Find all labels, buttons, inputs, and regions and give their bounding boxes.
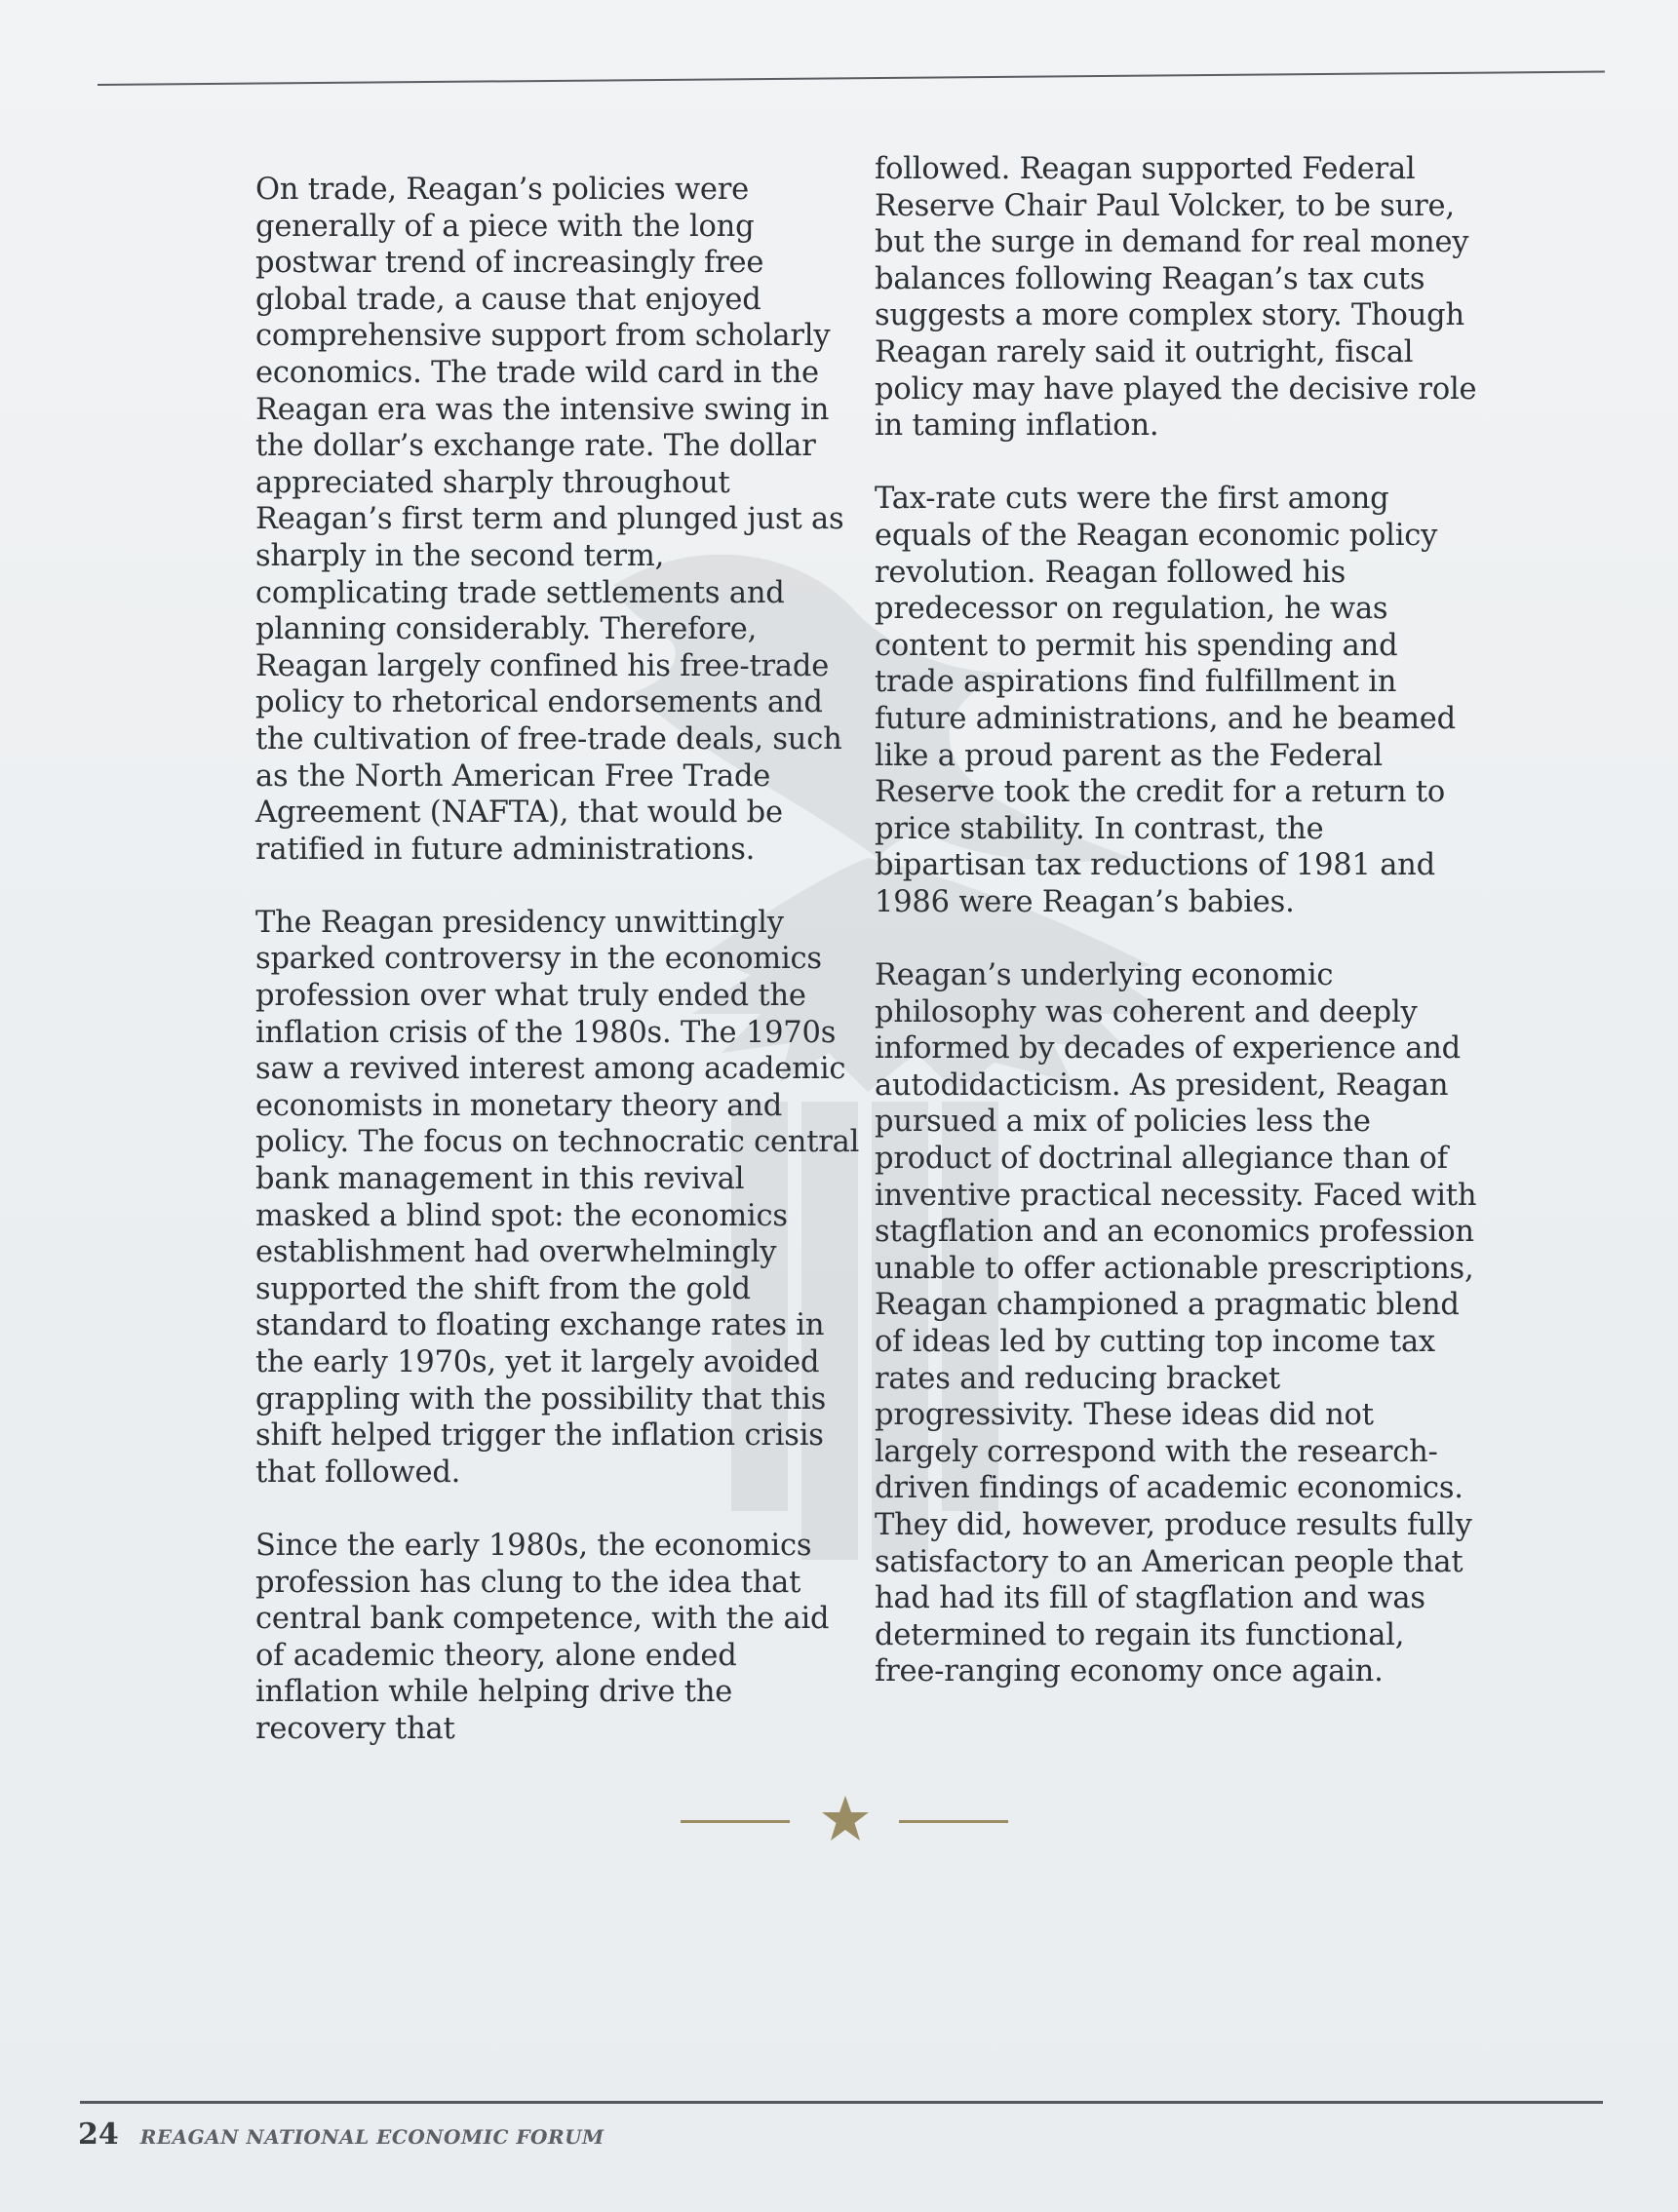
paragraph-inflation-controversy: The Reagan presidency unwittingly sparked controversy in the economics profession over what truly ended the inflation crisis of the 1980s. The 1970s saw a revived interest among academic economists in monetary theory and policy. The focus on technocratic central bank management in this revival masked a blind spot: the economics establishment had overwhelmingly supported the shift from the gold standard to floating exchange rates in the early 1970s, yet it largely avoided grappling with the possibility that this shift helped trigger the inflation crisis that followed. [255, 905, 860, 1490]
top-rule [98, 71, 1605, 86]
star-icon [821, 1794, 870, 1844]
paragraph-trade: On trade, Reagan’s policies were generally of a piece with the long postwar trend of increasingly free global trade, a cause that enjoyed comprehensive support from scholarly economics. The trade wild card in the Reagan era was the intensive swing in the dollar’s exchange rate. The dollar appreciated sharply throughout Reagan’s first term and plunged just as sharply in the second term, complicating trade settlements and planning considerably. Therefore, Reagan largely confined his free-trade policy to rhetorical endorsements and the cultivation of free-trade deals, such as the North American Free Trade Agreement (NAFTA), that would be ratified in future administrations. [255, 173, 844, 867]
publication-title: REAGAN NATIONAL ECONOMIC FORUM [139, 2125, 605, 2149]
section-divider [681, 1794, 1008, 1848]
page-number: 24 [78, 2117, 119, 2152]
page-footer [78, 2117, 605, 2156]
bottom-rule [80, 2101, 1603, 2104]
paragraph-tax-cuts: Tax-rate cuts were the first among equals of the Reagan economic policy revolution. Reagan followed his predecessor on regulation, he was content to permit his spending and trade aspirations find fulfillment in future administrations, and he beamed like a proud parent as the Federal Reserve took the credit for a return to price stability. In contrast, the bipartisan tax reductions of 1981 and 1986 were Reagan’s babies. [875, 482, 1456, 919]
paragraph-central-bank: Since the early 1980s, the economics profession has clung to the idea that central bank competence, with the aid of academic theory, alone ended inflation while helping drive the recovery that [255, 1528, 830, 1746]
divider-line-right [899, 1820, 1008, 1823]
paragraph-philosophy: Reagan’s underlying economic philosophy was coherent and deeply informed by decades of experience and autodidacticism. As president, Reagan pursued a mix of policies less the product of doctrinal allegiance than of inventive practical necessity. Faced with stagflation and an economics profession unable to offer actionable prescriptions, Reagan championed a pragmatic blend of ideas led by cutting top income tax rates and reducing bracket progressivity. These ideas did not largely correspond with the research-driven findings of academic economics. They did, however, produce results fully satisfactory to an American people that had had its fill of stagflation and was determined to regain its functional, free-ranging economy once again. [875, 958, 1477, 1689]
divider-line-left [681, 1820, 790, 1823]
paragraph-volcker: followed. Reagan supported Federal Reserve Chair Paul Volcker, to be sure, but the surge in demand for real money balances following Reagan’s tax cuts suggests a more complex story. Though Reagan rarely said it outright, fiscal policy may have played the decisive role in taming inflation. [875, 152, 1477, 444]
right-column [875, 151, 1479, 1727]
left-column [255, 172, 860, 1784]
